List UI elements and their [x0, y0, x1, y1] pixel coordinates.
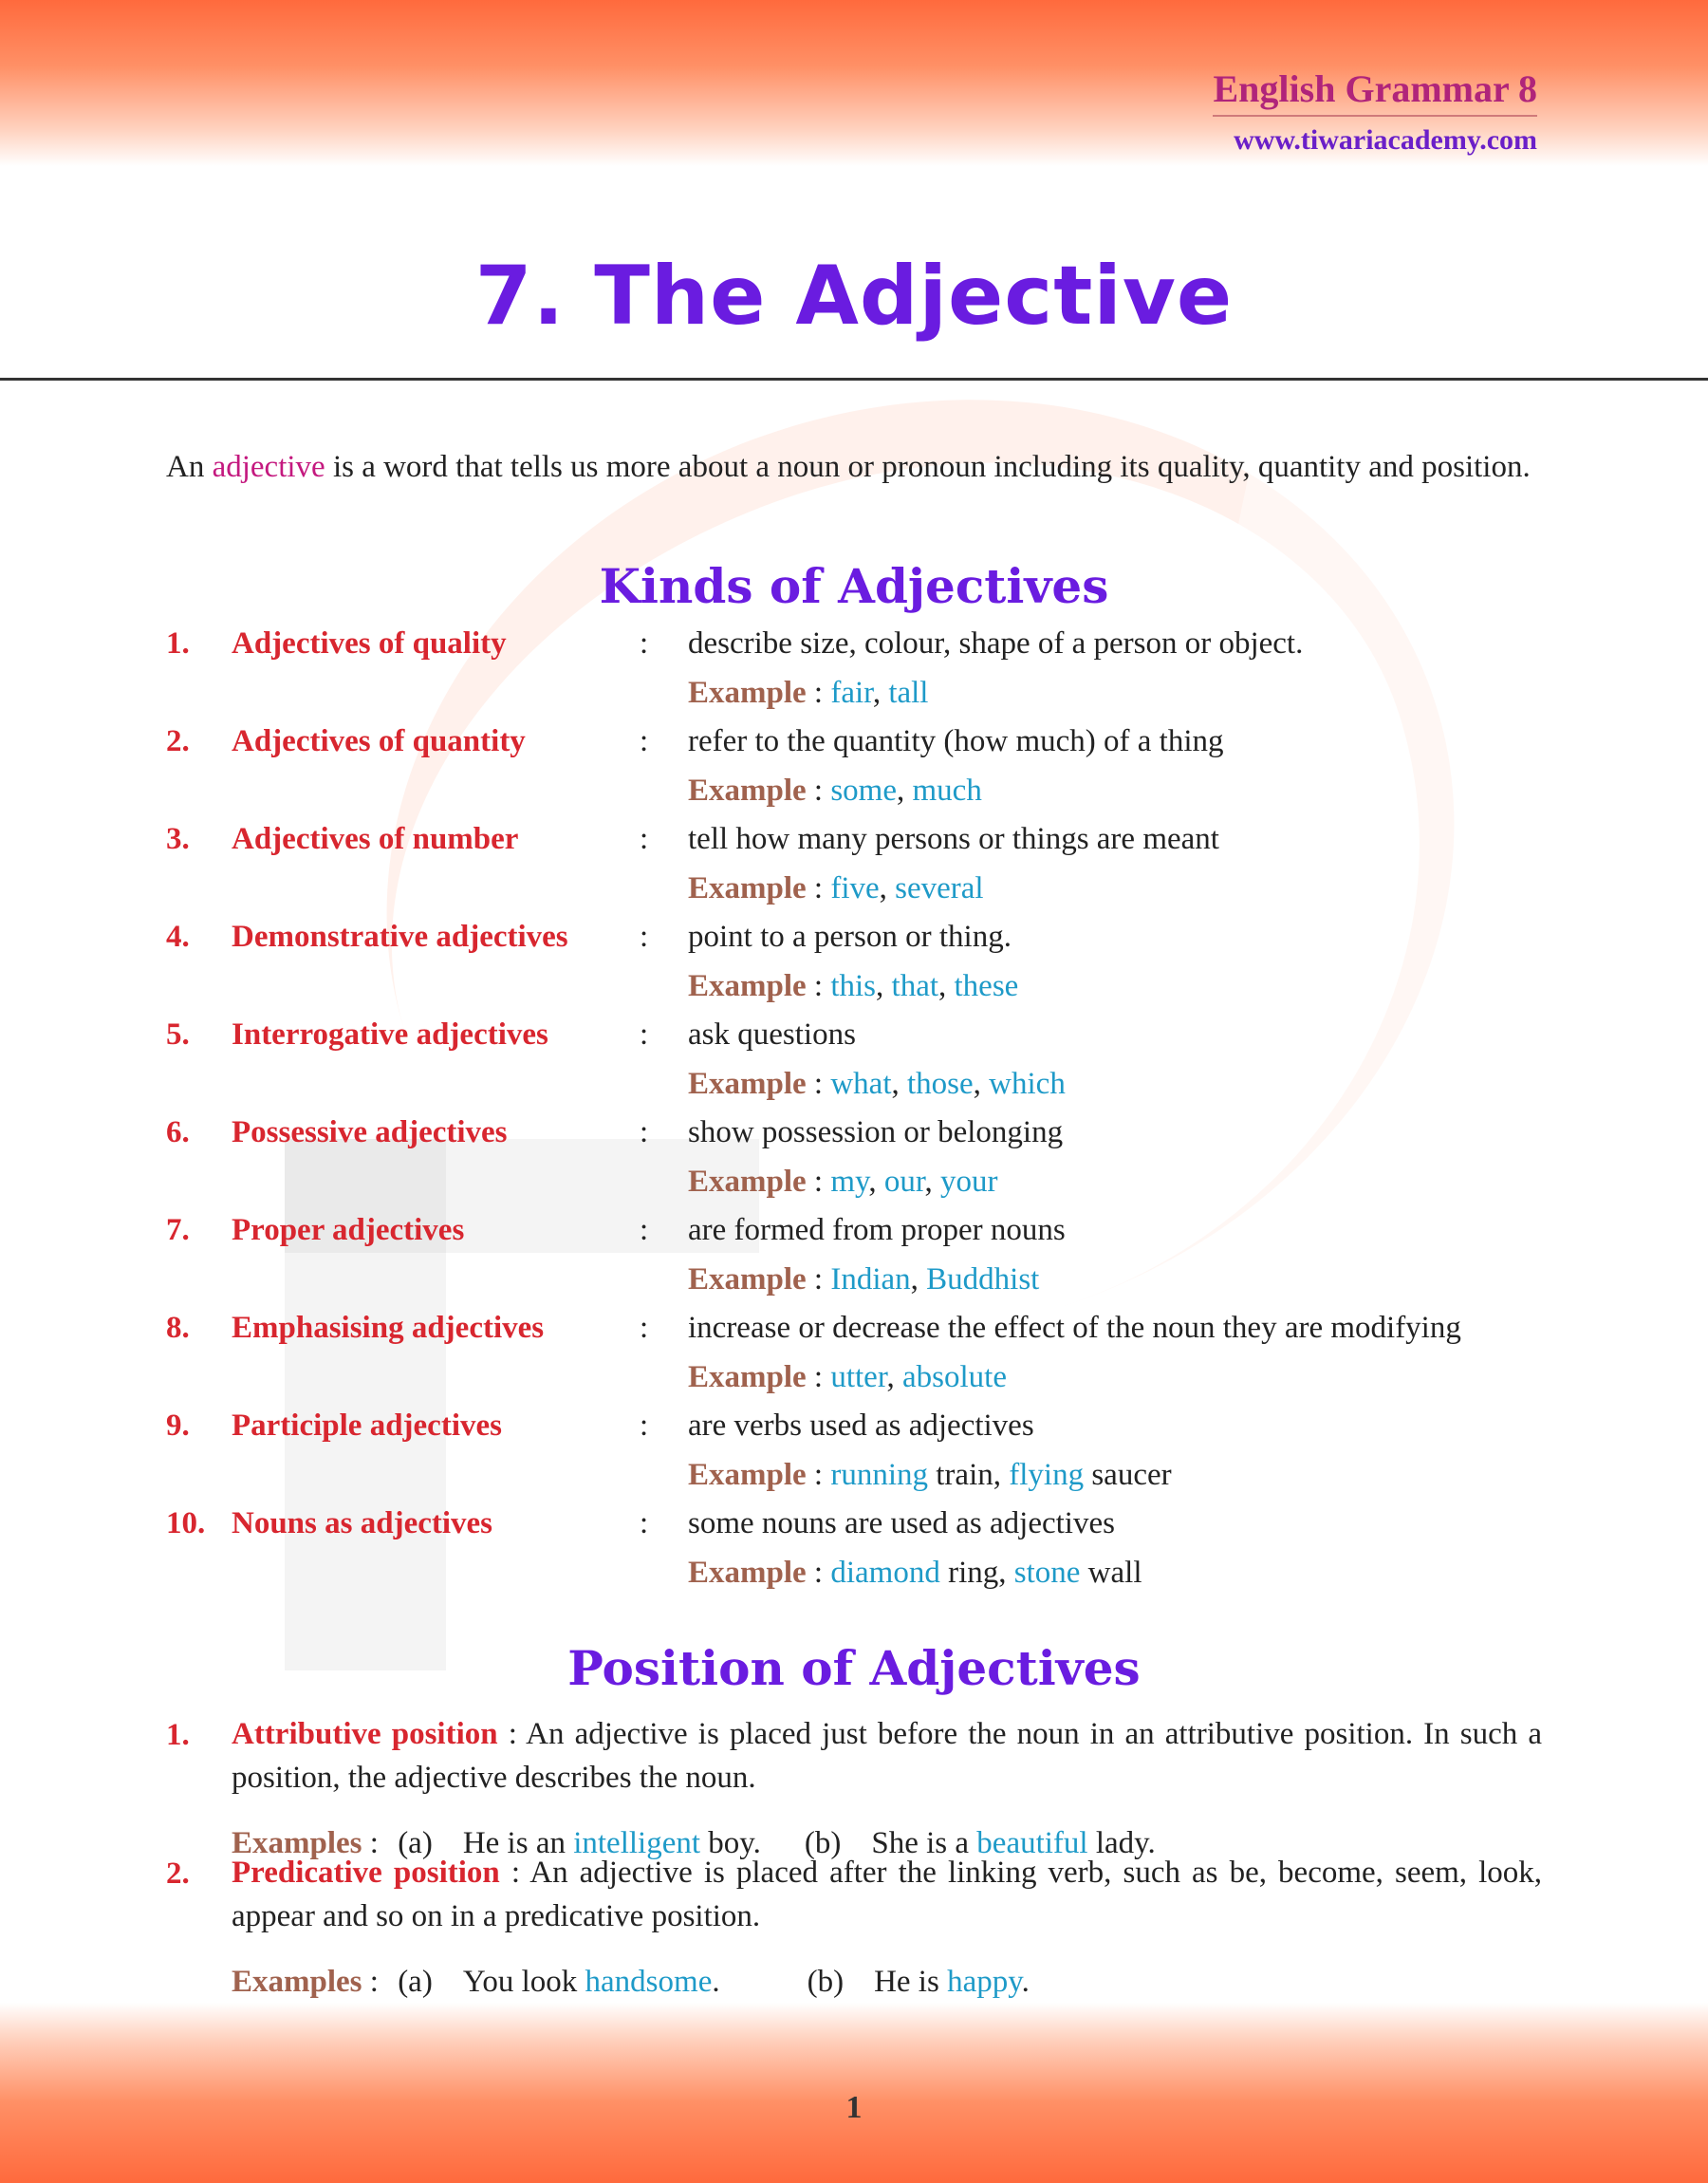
example-word: tall — [888, 676, 929, 710]
kind-number: 10. — [166, 1506, 206, 1540]
example-word: what — [830, 1067, 892, 1101]
page-header — [1213, 66, 1537, 157]
kind-example — [688, 871, 984, 906]
kind-name: Demonstrative adjectives — [232, 920, 568, 954]
example-label: Example — [688, 871, 807, 905]
kind-example — [688, 1360, 1007, 1395]
example-word: Indian — [830, 1262, 911, 1297]
example-word: diamond — [830, 1556, 940, 1590]
position-name: Attributive position — [232, 1717, 498, 1751]
example-word: utter — [830, 1360, 887, 1394]
example-label: Example — [688, 1360, 807, 1394]
kind-name: Adjectives of number — [232, 822, 519, 856]
kinds-heading: Kinds of Adjectives — [599, 558, 1109, 614]
kind-name: Adjectives of quantity — [232, 724, 526, 758]
kind-number: 9. — [166, 1409, 190, 1443]
intro-text-start: An — [166, 450, 213, 484]
site-url[interactable]: www.tiwariacademy.com — [1234, 124, 1537, 156]
example-label: Example — [688, 1067, 807, 1101]
example-text: , — [973, 1067, 990, 1101]
kind-number: 6. — [166, 1115, 190, 1149]
example-word: your — [940, 1165, 998, 1199]
example-b-word: beautiful — [976, 1826, 1088, 1860]
example-text: , — [886, 1360, 902, 1394]
kind-number: 7. — [166, 1213, 190, 1247]
example-word: this — [830, 969, 877, 1003]
example-word: Buddhist — [926, 1262, 1040, 1297]
kind-colon: : — [640, 1213, 649, 1247]
book-title: English Grammar 8 — [1213, 66, 1537, 117]
example-word: several — [895, 871, 984, 905]
kind-description: are verbs used as adjectives — [688, 1409, 1034, 1443]
example-colon: : — [806, 1067, 831, 1101]
example-text: , — [910, 1262, 927, 1297]
example-marker-a: (a) — [398, 1965, 433, 1999]
example-text: , — [868, 1165, 884, 1199]
example-b-word: happy — [947, 1965, 1022, 1999]
kind-name: Adjectives of quality — [232, 626, 507, 661]
example-colon: : — [806, 871, 831, 905]
kind-example — [688, 969, 1018, 1004]
example-label: Example — [688, 1556, 807, 1590]
kind-description: point to a person or thing. — [688, 920, 1012, 954]
kind-example — [688, 1262, 1039, 1297]
kind-colon: : — [640, 1506, 649, 1540]
example-a-word: handsome — [585, 1965, 713, 1999]
kind-description: are formed from proper nouns — [688, 1213, 1066, 1247]
kind-name: Interrogative adjectives — [232, 1017, 548, 1052]
kind-colon: : — [640, 1115, 649, 1149]
position-text: : An adjective is placed just before the noun in an attributive position. In such a position, the adjective describes the noun. — [232, 1717, 1542, 1795]
example-label: Example — [688, 1458, 807, 1492]
kind-name: Participle adjectives — [232, 1409, 502, 1443]
kind-name: Nouns as adjectives — [232, 1506, 493, 1540]
title-divider — [0, 378, 1708, 381]
kind-name: Proper adjectives — [232, 1213, 465, 1247]
example-word: that — [891, 969, 939, 1003]
kind-number: 4. — [166, 920, 190, 954]
example-colon: : — [806, 1556, 831, 1590]
kind-description: describe size, colour, shape of a person or object. — [688, 626, 1304, 661]
kind-example — [688, 1458, 1172, 1493]
example-word: stone — [1013, 1556, 1081, 1590]
kind-description: show possession or belonging — [688, 1115, 1064, 1149]
kind-number: 1. — [166, 626, 190, 661]
example-b-text: He is — [874, 1965, 948, 1999]
kind-colon: : — [640, 1409, 649, 1443]
example-text: wall — [1080, 1556, 1142, 1590]
example-label: Example — [688, 1165, 807, 1199]
kind-name: Emphasising adjectives — [232, 1311, 545, 1345]
example-word: flying — [1009, 1458, 1085, 1492]
example-word: fair — [830, 676, 873, 710]
example-text: , — [872, 676, 889, 710]
kind-example — [688, 1067, 1066, 1102]
example-colon: : — [806, 774, 831, 808]
example-word: running — [830, 1458, 929, 1492]
example-word: those — [907, 1067, 974, 1101]
example-label: Example — [688, 1262, 807, 1297]
example-a-text: You look — [462, 1965, 585, 1999]
example-text: , — [924, 1165, 941, 1199]
position-heading: Position of Adjectives — [567, 1640, 1141, 1696]
kind-number: 8. — [166, 1311, 190, 1345]
kind-description: some nouns are used as adjectives — [688, 1506, 1115, 1540]
page-number: 1 — [845, 2090, 863, 2125]
kind-colon: : — [640, 920, 649, 954]
example-text: train, — [928, 1458, 1010, 1492]
example-colon: : — [806, 1360, 831, 1394]
example-word: which — [989, 1067, 1066, 1101]
example-text: saucer — [1084, 1458, 1172, 1492]
position-description — [232, 1851, 1542, 1938]
example-b-text: lady. — [1087, 1826, 1156, 1860]
kind-colon: : — [640, 626, 649, 661]
example-marker-a: (a) — [398, 1826, 433, 1860]
position-description — [232, 1712, 1542, 1800]
example-colon: : — [806, 1458, 831, 1492]
example-colon: : — [806, 1165, 831, 1199]
example-word: these — [954, 969, 1019, 1003]
example-text: ring, — [939, 1556, 1014, 1590]
examples-label: Examples — [232, 1826, 362, 1860]
example-text: , — [897, 774, 913, 808]
intro-keyword: adjective — [212, 450, 325, 484]
example-label: Example — [688, 774, 807, 808]
position-text: : An adjective is placed after the linking verb, such as be, become, seem, look, appear and so on in a predicative position. — [232, 1856, 1543, 1933]
example-a-text: . — [712, 1965, 720, 1999]
example-marker-b: (b) — [804, 1826, 842, 1860]
example-a-text: boy. — [700, 1826, 761, 1860]
example-a-word: intelligent — [573, 1826, 701, 1860]
example-word: our — [883, 1165, 925, 1199]
kind-number: 3. — [166, 822, 190, 856]
example-word: some — [830, 774, 898, 808]
example-text: , — [891, 1067, 907, 1101]
examples-colon: : — [362, 1965, 387, 1999]
kind-description: refer to the quantity (how much) of a thing — [688, 724, 1224, 758]
kind-colon: : — [640, 724, 649, 758]
example-colon: : — [806, 1262, 831, 1297]
kind-number: 2. — [166, 724, 190, 758]
position-examples — [232, 1965, 1030, 2000]
example-label: Example — [688, 676, 807, 710]
example-text: , — [876, 969, 892, 1003]
kind-example — [688, 1165, 998, 1200]
example-word: five — [830, 871, 880, 905]
example-word: absolute — [902, 1360, 1007, 1394]
example-word: my — [830, 1165, 869, 1199]
chapter-title: 7. The Adjective — [474, 249, 1234, 344]
example-text: , — [879, 871, 896, 905]
kind-colon: : — [640, 1311, 649, 1345]
example-label: Example — [688, 969, 807, 1003]
position-number: 2. — [166, 1856, 190, 1891]
example-colon: : — [806, 969, 831, 1003]
examples-label: Examples — [232, 1965, 362, 1999]
kind-description: tell how many persons or things are meant — [688, 822, 1219, 856]
kind-colon: : — [640, 822, 649, 856]
example-b-text: . — [1021, 1965, 1030, 1999]
position-name: Predicative position — [232, 1856, 500, 1890]
kind-name: Possessive adjectives — [232, 1115, 508, 1149]
intro-text-end: is a word that tells us more about a noun or pronoun including its quality, quantity and position. — [325, 450, 1531, 484]
kind-example — [688, 774, 982, 809]
example-b-text: She is a — [871, 1826, 977, 1860]
example-text: , — [938, 969, 955, 1003]
intro-paragraph — [166, 446, 1542, 488]
kind-colon: : — [640, 1017, 649, 1052]
example-a-text: He is an — [462, 1826, 574, 1860]
example-word: much — [912, 774, 982, 808]
kind-description: increase or decrease the effect of the noun they are modifying — [688, 1311, 1461, 1345]
kind-number: 5. — [166, 1017, 190, 1052]
example-colon: : — [806, 676, 831, 710]
example-marker-b: (b) — [807, 1965, 845, 1999]
kind-example — [688, 676, 928, 711]
kind-example — [688, 1556, 1142, 1591]
position-number: 1. — [166, 1718, 190, 1752]
examples-colon: : — [362, 1826, 387, 1860]
kind-description: ask questions — [688, 1017, 856, 1052]
